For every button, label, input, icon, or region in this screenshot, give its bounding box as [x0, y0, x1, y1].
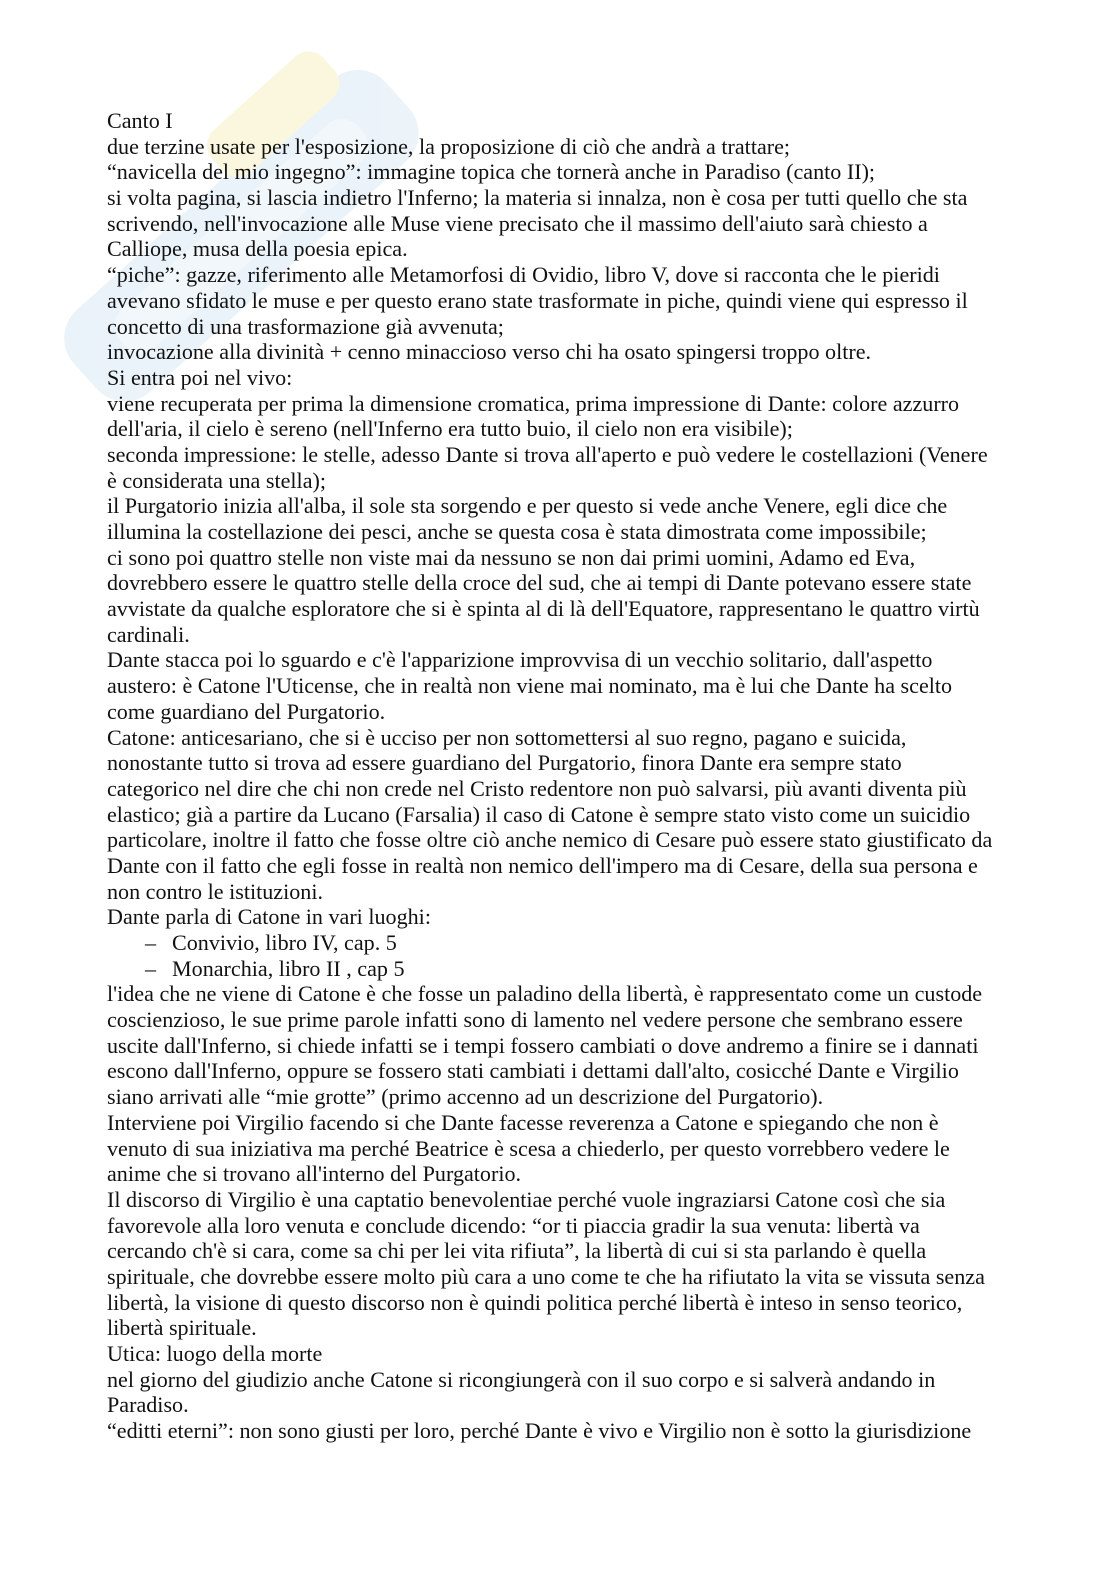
- text-line: venuto di sua iniziativa ma perché Beatrice è scesa a chiederlo, per questo vorrebbero vedere le: [107, 1135, 950, 1161]
- list-item-text: Convivio, libro IV, cap. 5: [172, 930, 397, 955]
- list-item: [107, 930, 992, 956]
- text-line: uscite dall'Inferno, si chiede infatti se i tempi fossero cambiati o dove andremo a finire se i dannati: [107, 1032, 979, 1058]
- text-line: avevano sfidato le muse e per questo erano state trasformate in piche, quindi viene qui espresso il: [107, 287, 968, 313]
- text-line: anime che si trovano all'interno del Purgatorio.: [107, 1161, 522, 1187]
- canto-heading: Canto I: [107, 108, 173, 133]
- text-line: Si entra poi nel vivo:: [107, 364, 293, 390]
- text-line: favorevole alla loro venuta e conclude dicendo: “or ti piaccia gradir la sua venuta: libertà va: [107, 1212, 920, 1238]
- list-item-text: Monarchia, libro II , cap 5: [172, 955, 405, 981]
- text-line: non contro le istituzioni.: [107, 878, 323, 904]
- text-line: ci sono poi quattro stelle non viste mai da nessuno se non dai primi uomini, Adamo ed Eva,: [107, 544, 916, 570]
- text-line: escono dall'Inferno, oppure se fossero stati cambiati i dettami dall'alto, cosicché Dante e Virgilio: [107, 1058, 959, 1084]
- text-line: avvistate da qualche esploratore che si è spinta al di là dell'Equatore, rappresentano le quattro virtù: [107, 596, 980, 622]
- text-line: seconda impressione: le stelle, adesso Dante si trova all'aperto e può vedere le costellazioni (Venere: [107, 441, 988, 467]
- text-line: Calliope, musa della poesia epica.: [107, 236, 408, 262]
- text-line: “editti eterni”: non sono giusti per loro, perché Dante è vivo e Virgilio non è sotto la giurisdizione: [107, 1418, 972, 1444]
- text-line: Dante parla di Catone in vari luoghi:: [107, 904, 431, 930]
- list-dash: –: [145, 955, 157, 981]
- text-line: Il discorso di Virgilio è una captatio benevolentiae perché vuole ingraziarsi Catone così che sia: [107, 1186, 946, 1212]
- text-line: si volta pagina, si lascia indietro l'Inferno; la materia si innalza, non è cosa per tutti quello che sta: [107, 185, 968, 211]
- text-line: cercando ch'è si cara, come sa chi per lei vita rifiuta”, la libertà di cui si sta parlando è quella: [107, 1238, 927, 1264]
- text-line: l'idea che ne viene di Catone è che fosse un paladino della libertà, è rappresentato come un custode: [107, 981, 983, 1007]
- text-line: concetto di una trasformazione già avvenuta;: [107, 313, 504, 339]
- text-line: Dante stacca poi lo sguardo e c'è l'apparizione improvvisa di un vecchio solitario, dall'aspetto: [107, 647, 933, 673]
- text-line: nel giorno del giudizio anche Catone si ricongiungerà con il suo corpo e si salverà andando in: [107, 1366, 936, 1392]
- text-line: Paradiso.: [107, 1392, 189, 1418]
- text-line: siano arrivati alle “mie grotte” (primo accenno ad un descrizione del Purgatorio).: [107, 1084, 824, 1110]
- text-line: come guardiano del Purgatorio.: [107, 698, 386, 724]
- list-item: [107, 956, 992, 982]
- list-dash: –: [145, 930, 157, 955]
- text-line: Interviene poi Virgilio facendo si che Dante facesse reverenza a Catone e spiegando che non è: [107, 1109, 939, 1135]
- text-line: Catone: anticesariano, che si è ucciso per non sottomettersi al suo regno, pagano e suicida,: [107, 724, 907, 750]
- text-line: invocazione alla divinità + cenno minaccioso verso chi ha osato spingersi troppo oltre.: [107, 339, 872, 365]
- text-line: categorico nel dire che chi non crede nel Cristo redentore non può salvarsi, più avanti diventa più: [107, 775, 967, 801]
- text-line: nonostante tutto si trova ad essere guardiano del Purgatorio, finora Dante era sempre stato: [107, 750, 902, 776]
- text-line: Dante con il fatto che egli fosse in realtà non nemico dell'impero ma di Cesare, della sua persona e: [107, 852, 978, 878]
- text-line: coscienzioso, le sue prime parole infatti sono di lamento nel vedere persone che sembrano essere: [107, 1007, 963, 1033]
- text-line: dell'aria, il cielo è sereno (nell'Inferno era tutto buio, il cielo non era visibile);: [107, 416, 793, 442]
- text-line: libertà, la visione di questo discorso non è quindi politica perché libertà è inteso in senso teorico,: [107, 1289, 963, 1315]
- text-line: austero: è Catone l'Uticense, che in realtà non viene mai nominato, ma è lui che Dante ha scelto: [107, 673, 953, 699]
- document-body: [107, 108, 992, 1444]
- text-line: dovrebbero essere le quattro stelle della croce del sud, che ai tempi di Dante potevano essere state: [107, 570, 972, 596]
- text-line: elastico; già a partire da Lucano (Farsalia) il caso di Catone è sempre stato visto come un suicidio: [107, 801, 971, 827]
- text-line: viene recuperata per prima la dimensione cromatica, prima impressione di Dante: colore azzurro: [107, 390, 960, 416]
- text-line: scrivendo, nell'invocazione alle Muse viene precisato che il massimo dell'aiuto sarà chiesto a: [107, 210, 928, 236]
- text-line: è considerata una stella);: [107, 467, 326, 493]
- text-line: particolare, inoltre il fatto che fosse oltre ciò anche nemico di Cesare può essere stato giustificato da: [107, 827, 993, 853]
- text-line: spirituale, che dovrebbe essere molto più cara a uno come te che ha rifiutato la vita se vissuta senza: [107, 1263, 985, 1289]
- text-line: il Purgatorio inizia all'alba, il sole sta sorgendo e per questo si vede anche Venere, egli dice che: [107, 493, 948, 519]
- text-line: “piche”: gazze, riferimento alle Metamorfosi di Ovidio, libro V, dove si racconta che le pieridi: [107, 262, 940, 288]
- text-line: cardinali.: [107, 621, 190, 647]
- text-line: “navicella del mio ingegno”: immagine topica che tornerà anche in Paradiso (canto II);: [107, 159, 876, 185]
- text-line: illumina la costellazione dei pesci, anche se questa cosa è stata dimostrata come impossibile;: [107, 519, 927, 544]
- text-line: due terzine usate per l'esposizione, la proposizione di ciò che andrà a trattare;: [107, 133, 791, 159]
- text-line: Utica: luogo della morte: [107, 1341, 323, 1366]
- text-line: libertà spirituale.: [107, 1315, 257, 1341]
